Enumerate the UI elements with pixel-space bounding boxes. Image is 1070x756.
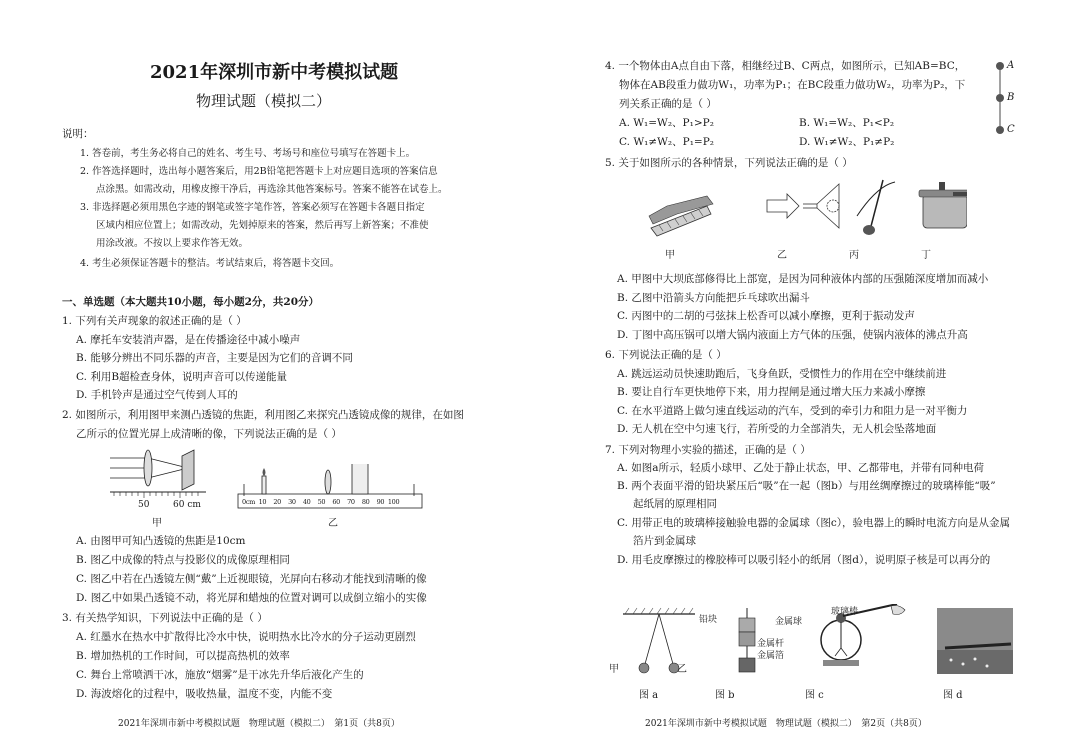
tick: 70: [347, 498, 355, 506]
question-4-option-b: B. W₁=W₂、P₁<P₂: [799, 117, 895, 129]
tick: 10: [258, 498, 267, 506]
funnel-picture: [767, 184, 839, 228]
question-5-option-d: D. 丁图中高压锅可以增大锅内液面上方气体的压强，使锅内液体的沸点升高: [617, 329, 968, 341]
note-line: 2. 作答选择题时，选出每小题答案后，用2B铅笔把答题卡上对应题目选项的答案信息: [80, 166, 438, 177]
question-4-stem: 4. 一个物体由A点自由下落，相继经过B、C两点，如图所示，已知AB=BC，: [605, 60, 966, 72]
right-page: [535, 0, 1070, 756]
ruler-label-60cm: 60 cm: [173, 500, 201, 510]
convex-lens: [325, 470, 331, 494]
question-2-option-b: B. 图乙中成像的特点与投影仪的成像原理相同: [76, 554, 290, 566]
question-3-option-b: B. 增加热机的工作时间，可以提高热机的效率: [76, 650, 290, 662]
bench-scale: [242, 498, 399, 506]
question-6-option-b: B. 要让自行车更快地停下来，用力捏闸是通过增大压力来减小摩擦: [617, 386, 926, 398]
question-1-option-d: D. 手机铃声是通过空气传到人耳的: [76, 389, 238, 401]
exam-title: 2021年深圳市新中考模拟试题: [150, 62, 399, 83]
tick: 80: [361, 498, 370, 506]
question-6-stem: 6. 下列说法正确的是（ ）: [605, 349, 727, 361]
question-1-option-b: B. 能够分辨出不同乐器的声音，主要是因为它们的音调不同: [76, 352, 353, 364]
note-line: 区域内相应位置上；如需改动，先划掉原来的答案，然后再写上新答案；不准使: [96, 220, 429, 231]
question-3-option-a: A. 红墨水在热水中扩散得比冷水中快，说明热水比冷水的分子运动更剧烈: [76, 631, 416, 643]
question-7-option-b: B. 两个表面平滑的铅块紧压后“吸”在一起（图b）与用丝绸摩擦过的玻璃棒能“吸”: [617, 480, 996, 492]
pressure-cooker-picture: [919, 182, 967, 228]
point-a-label: A: [1007, 60, 1015, 71]
tick: 90: [376, 498, 385, 506]
point-c-label: C: [1007, 124, 1015, 135]
question-1-option-a: A. 摩托车安装消声器，是在传播途径中减小噪声: [76, 334, 301, 346]
figure-caption-jia: 甲: [152, 518, 162, 529]
note-line: 用涂改液。不按以上要求作答无效。: [96, 238, 249, 249]
question-7-option-b-cont: 起纸屑的原理相同: [633, 498, 717, 510]
question-5-option-c: C. 丙图中的二胡的弓弦抹上松香可以减小摩擦，更利于振动发声: [617, 310, 915, 322]
fig-a-label-jia: 甲: [609, 664, 619, 675]
question-6-option-d: D. 无人机在空中匀速飞行，若所受的力全部消失，无人机会坠落地面: [617, 423, 937, 435]
erhu-picture: [857, 180, 895, 235]
q5-caption-yi: 乙: [777, 250, 787, 261]
q5-caption-bing: 丙: [849, 250, 859, 261]
fig-c-label-metal-foil: 金属箔: [757, 651, 785, 661]
question-6-option-a: A. 跳远运动员快速助跑后，飞身鱼跃，受惯性力的作用在空中继续前进: [617, 368, 947, 380]
question-2-option-c: C. 图乙中若在凸透镜左侧“戴”上近视眼镜，光屏向右移动才能找到清晰的像: [76, 573, 427, 585]
point-c: [996, 126, 1004, 134]
question-2-stem: 2. 如图所示，利用图甲来测凸透镜的焦距，利用图乙来探究凸透镜成像的规律，在如图: [62, 409, 464, 421]
dam-picture: [649, 196, 713, 236]
note-line: 点涂黑。如需改动，用橡皮擦干净后，再选涂其他答案标号。答案不能答在试卷上。: [96, 184, 448, 195]
question-5-option-b: B. 乙图中沿箭头方向能把乒乓球吹出漏斗: [617, 292, 810, 304]
tick: 40: [302, 498, 311, 506]
screen: [182, 450, 194, 490]
tick: 50: [317, 498, 326, 506]
page-footer: 2021年深圳市新中考模拟试题 物理试题（模拟二） 第2页（共8页）: [645, 719, 927, 729]
q7-figures: [611, 604, 1021, 684]
page-footer: 2021年深圳市新中考模拟试题 物理试题（模拟二） 第1页（共8页）: [118, 719, 400, 729]
exam-subtitle: 物理试题（模拟二）: [196, 92, 332, 110]
fig-c-label-glass-rod: 玻璃棒: [831, 607, 859, 617]
fig-b-lead-blocks: [739, 608, 755, 672]
tick: 20: [273, 498, 282, 506]
notes-label: 说明：: [62, 128, 94, 140]
question-2-option-a: A. 由图甲可知凸透镜的焦距是10cm: [76, 535, 246, 547]
point-b-label: B: [1007, 92, 1015, 103]
question-3-option-c: C. 舞台上常喷洒干冰，施放“烟雾”是干冰先升华后液化产生的: [76, 669, 364, 681]
tick: 30: [288, 498, 296, 506]
question-3-option-d: D. 海波熔化的过程中，吸收热量，温度不变，内能不变: [76, 688, 333, 700]
light-screen: [352, 464, 368, 494]
question-7-option-c-cont: 箔片到金属球: [633, 535, 696, 547]
point-a: [996, 62, 1004, 70]
question-2-stem-cont: 乙所示的位置光屏上成清晰的像，下列说法正确的是（ ）: [76, 428, 342, 440]
question-4-option-a: A. W₁=W₂、P₁>P₂: [619, 117, 714, 129]
question-5-option-a: A. 甲图中大坝底部修得比上部宽，是因为同种液体内部的压强随深度增加而减小: [617, 273, 989, 285]
q5-caption-jia: 甲: [665, 250, 675, 261]
question-3-stem: 3. 有关热学知识，下列说法中正确的是（ ）: [62, 612, 268, 624]
convex-lens: [144, 450, 152, 486]
question-6-option-c: C. 在水平道路上做匀速直线运动的汽车，受到的牵引力和阻力是一对平衡力: [617, 405, 968, 417]
fig-a-label-yi: 乙: [677, 664, 687, 675]
q5-figures: [647, 176, 967, 244]
question-2-option-d: D. 图乙中如果凸透镜不动，将光屏和蜡烛的位置对调可以成倒立缩小的实像: [76, 592, 427, 604]
figure-caption-yi: 乙: [328, 518, 338, 529]
fig-b-label: 铅块: [699, 615, 718, 625]
tick: 100: [387, 498, 400, 506]
fig-c-label-metal-ball: 金属球: [775, 617, 803, 627]
question-1-option-c: C. 利用B超检查身体，说明声音可以传递能量: [76, 371, 288, 383]
note-line: 1. 答卷前，考生务必将自己的姓名、考生号、考场号和座位号填写在答题卡上。: [80, 148, 416, 159]
q5-caption-ding: 丁: [921, 250, 931, 261]
fig-c-label-metal-rod: 金属杆: [757, 639, 785, 649]
note-line: 3. 非选择题必须用黑色字迹的钢笔或签字笔作答，答案必须写在答题卡各题目指定: [80, 202, 425, 213]
optical-bench-figure: [236, 464, 426, 516]
q7-caption-d: 图 d: [943, 690, 963, 701]
question-4-option-d: D. W₁≠W₂、P₁≠P₂: [799, 136, 895, 148]
tick: 0cm: [242, 498, 256, 506]
question-4-stem-cont: 列关系正确的是（ ）: [619, 98, 717, 110]
section-heading: 一、单选题（本大题共10小题，每小题2分，共20分）: [62, 296, 320, 308]
question-7-option-d: D. 用毛皮摩擦过的橡胶棒可以吸引轻小的纸屑（图d），说明原子核是可以再分的: [617, 554, 991, 566]
question-5-stem: 5. 关于如图所示的各种情景，下列说法正确的是（ ）: [605, 157, 853, 169]
note-line: 4. 考生必须保证答题卡的整洁。考试结束后，将答题卡交回。: [80, 258, 340, 269]
free-fall-figure: [993, 58, 1007, 138]
question-4-stem-cont: 物体在AB段重力做功W₁，功率为P₁；在BC段重力做功W₂，功率为P₂，下: [619, 79, 966, 91]
q7-caption-c: 图 c: [805, 690, 824, 701]
q7-caption-b: 图 b: [715, 690, 735, 701]
candle: [262, 476, 266, 494]
tick: 60: [332, 498, 341, 506]
question-4-option-c: C. W₁≠W₂、P₁=P₂: [619, 136, 714, 148]
question-7-option-c: C. 用带正电的玻璃棒接触验电器的金属球（图c），验电器上的瞬时电流方向是从金属: [617, 517, 1010, 529]
fig-d-rod-photo: [937, 608, 1013, 674]
ruler-label-50: 50: [138, 500, 150, 510]
question-1-stem: 1. 下列有关声现象的叙述正确的是（ ）: [62, 315, 247, 327]
candle-flame: [263, 468, 266, 476]
q7-caption-a: 图 a: [639, 690, 659, 701]
question-7-option-a: A. 如图a所示，轻质小球甲、乙处于静止状态，甲、乙都带电，并带有同种电荷: [617, 462, 985, 474]
point-b: [996, 94, 1004, 102]
question-7-stem: 7. 下列对物理小实验的描述，正确的是（ ）: [605, 444, 811, 456]
